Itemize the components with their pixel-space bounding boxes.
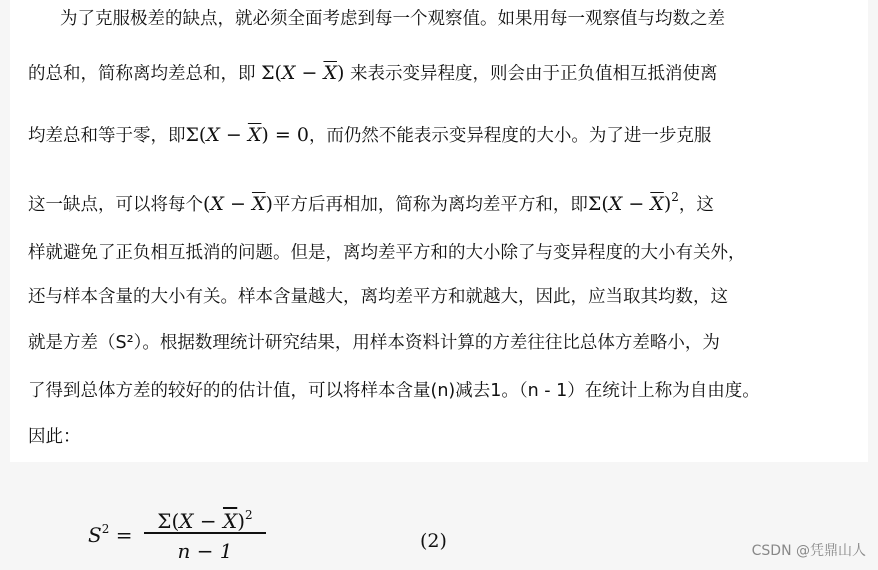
paragraph-line-6 (28, 280, 728, 314)
text: 因此： (28, 427, 81, 447)
formula-lhs: $S^2$ = (88, 522, 133, 547)
formula-fraction (144, 500, 266, 565)
paragraph-line-5 (28, 236, 746, 270)
text: 平方后再相加，简称为离均差平方和，即 (272, 195, 588, 215)
text: 的总和，简称离均差总和，即 (28, 64, 262, 84)
math-sum-squares: $\Sigma(X - \overline{X})^2$ (587, 190, 679, 215)
text: ，这 (678, 195, 714, 215)
math-sum-deviation: $\Sigma(X - \overline{X})$ (261, 62, 345, 84)
text: 为了克服极差的缺点，就必须全面考虑到每一个观察值。如果用每一观察值与均数之差 (60, 9, 725, 29)
formula-denominator: n − 1 (177, 538, 233, 563)
equation-number: (2) (420, 530, 447, 552)
paragraph-line-9 (28, 420, 81, 454)
paragraph-line-4 (28, 180, 714, 214)
text: 样就避免了正负相互抵消的问题。但是，离均差平方和的大小除了与变异程度的大小有关外， (28, 243, 746, 263)
math-sum-zero: $\Sigma(X - \overline{X}) = 0$ (185, 124, 309, 146)
text: 来表示变异程度，则会由于正负值相互抵消使离 (344, 64, 718, 84)
text: ，而仍然不能表示变异程度的大小。为了进一步克服 (308, 126, 712, 146)
text: 这一缺点，可以将每个 (28, 195, 203, 215)
text: 均差总和等于零，即 (28, 126, 186, 146)
text: 还与样本含量的大小有关。样本含量越大，离均差平方和就越大，因此，应当取其均数，这 (28, 287, 728, 307)
paragraph-line-7 (28, 326, 720, 360)
paragraph-line-8 (28, 374, 760, 408)
watermark: CSDN @凭鼎山人 (751, 543, 866, 559)
text: 就是方差（S²）。根据数理统计研究结果，用样本资料计算的方差往往比总体方差略小，为 (28, 333, 720, 353)
text: 了得到总体方差的较好的的估计值，可以将样本含量(n)减去1。（n - 1）在统计上称为自由度。 (28, 381, 760, 401)
paragraph-line-1 (60, 2, 725, 36)
paragraph-line-3 (28, 118, 711, 152)
formula-numerator: $\Sigma(X - \overline{X})^2$ (157, 508, 253, 533)
paragraph-line-2 (28, 56, 717, 90)
math-deviation: $(X - \overline{X})$ (203, 193, 273, 215)
